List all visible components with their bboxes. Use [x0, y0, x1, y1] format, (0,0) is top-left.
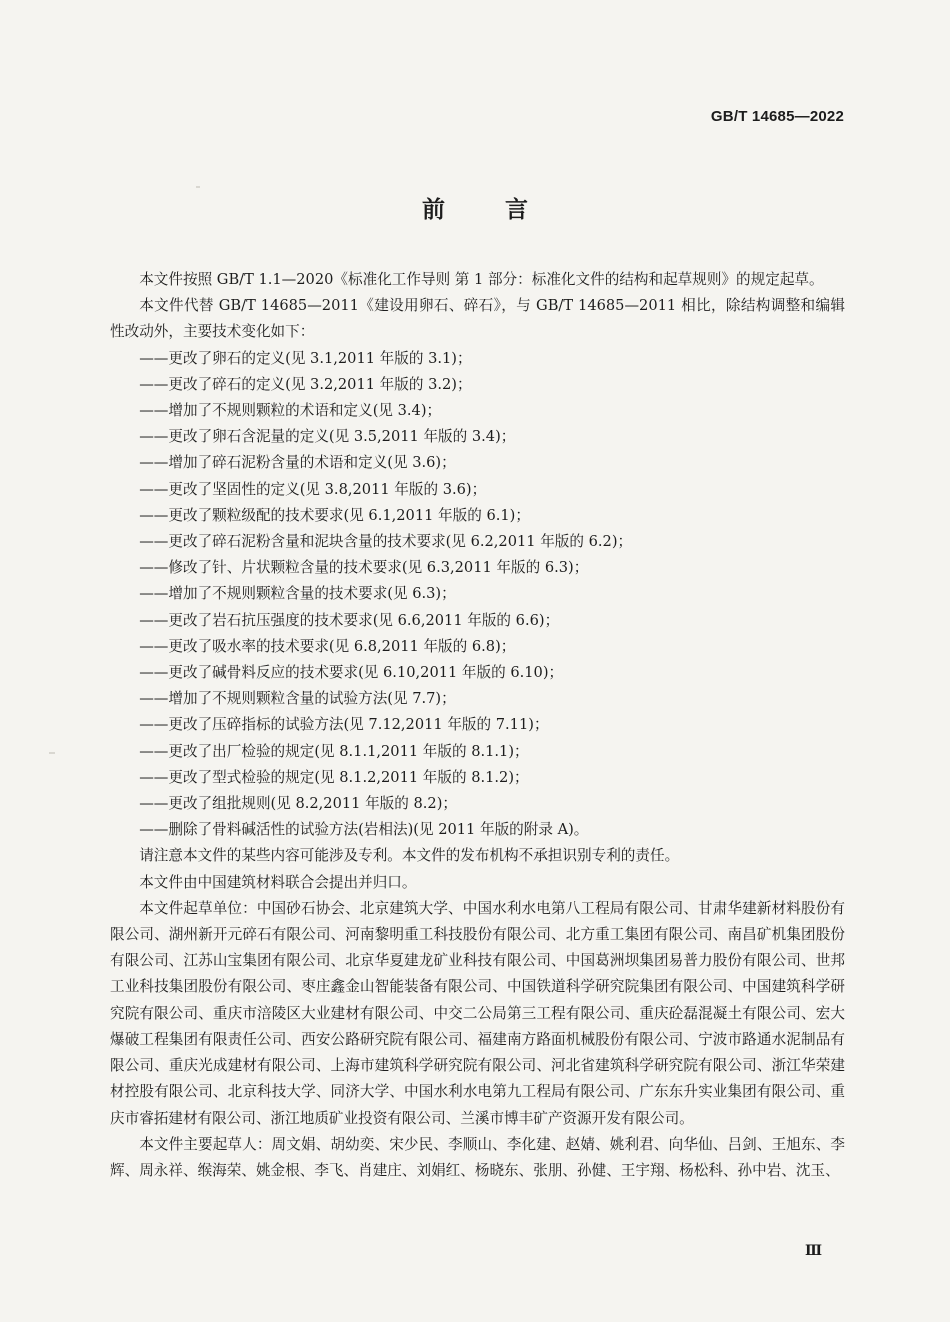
standard-code: GB/T 14685—2022 — [710, 108, 844, 125]
list-item: ——更改了碎石的定义(见 3.2,2011 年版的 3.2)； — [139, 375, 472, 393]
page-number: Ⅲ — [804, 1243, 822, 1259]
paragraph-drafters: 本文件主要起草人：周文娟、胡幼奕、宋少民、李顺山、李化建、赵婧、姚利君、向华仙、吕剑、王旭东、李辉、周永祥、缑海荣、姚金根、李飞、肖建庄、刘娟红、杨晓东、张朋、孙健、王宇翔、杨松科、孙中岩、沈玉、 — [110, 1135, 845, 1179]
paragraph-drafting-rules: 本文件按照 GB/T 1.1—2020《标准化工作导则 第 1 部分：标准化文件的结构和起草规则》的规定起草。 — [139, 271, 824, 288]
list-item: ——更改了岩石抗压强度的技术要求(见 6.6,2011 年版的 6.6)； — [139, 611, 560, 629]
document-body — [110, 267, 845, 1184]
scan-mark — [49, 752, 55, 754]
changes-list — [110, 346, 845, 844]
list-item: ——更改了型式检验的规定(见 8.1.2,2011 年版的 8.1.2)； — [139, 768, 529, 786]
list-item: ——更改了压碎指标的试验方法(见 7.12,2011 年版的 7.11)； — [139, 716, 549, 734]
list-item: ——更改了碱骨料反应的技术要求(见 6.10,2011 年版的 6.10)； — [139, 664, 564, 682]
list-item: ——增加了不规则颗粒的术语和定义(见 3.4)； — [139, 402, 442, 420]
scan-mark — [196, 186, 200, 188]
list-item: ——更改了组批规则(见 8.2,2011 年版的 8.2)； — [139, 795, 458, 813]
list-item: ——增加了不规则颗粒含量的试验方法(见 7.7)； — [139, 690, 456, 708]
list-item: ——更改了碎石泥粉含量和泥块含量的技术要求(见 6.2,2011 年版的 6.2)； — [139, 533, 633, 551]
list-item: ——更改了卵石含泥量的定义(见 3.5,2011 年版的 3.4)； — [139, 428, 516, 446]
paragraph-proposer: 本文件由中国建筑材料联合会提出并归口。 — [139, 873, 417, 891]
list-item: ——更改了坚固性的定义(见 3.8,2011 年版的 3.6)； — [139, 480, 487, 498]
list-item: ——更改了吸水率的技术要求(见 6.8,2011 年版的 6.8)； — [139, 637, 516, 655]
list-item: ——删除了骨料碱活性的试验方法(岩相法)(见 2011 年版的附录 A)。 — [139, 821, 589, 839]
list-item: ——增加了不规则颗粒含量的技术要求(见 6.3)； — [139, 585, 456, 603]
list-item: ——更改了出厂检验的规定(见 8.1.1,2011 年版的 8.1.1)； — [139, 742, 529, 760]
page-title: 前 言 — [421, 197, 554, 223]
list-item: ——更改了卵石的定义(见 3.1,2011 年版的 3.1)； — [139, 349, 472, 367]
list-item: ——更改了颗粒级配的技术要求(见 6.1,2011 年版的 6.1)； — [139, 506, 530, 524]
list-item: ——增加了碎石泥粉含量的术语和定义(见 3.6)； — [139, 454, 456, 472]
paragraph-drafting-units: 本文件起草单位：中国砂石协会、北京建筑大学、中国水利水电第八工程局有限公司、甘肃华建新材料股份有限公司、湖州新开元碎石有限公司、河南黎明重工科技股份有限公司、北方重工集团有限公司、南昌矿机集团股份有限公司、江苏山宝集团有限公司、北京华夏建龙矿业科技有限公司、中国葛洲坝集团易普力股份有限公司、世邦工业科技集团股份有限公司、枣庄鑫金山智能装备有限公司、中国铁道科学研究院集团有限公司、中国建筑科学研究院有限公司、重庆市涪陵区大业建材有限公司、中交二公局第三工程有限公司、重庆砼磊混凝土有限公司、宏大爆破工程集团有限责任公司、西安公路研究院有限公司、福建南方路面机械股份有限公司、宁波市路通水泥制品有限公司、重庆光成建材有限公司、上海市建筑科学研究院有限公司、河北省建筑科学研究院有限公司、浙江华荣建材控股有限公司、北京科技大学、同济大学、中国水利水电第九工程局有限公司、广东东升实业集团有限公司、重庆市睿拓建材有限公司、浙江地质矿业投资有限公司、兰溪市博丰矿产资源开发有限公司。 — [110, 899, 845, 1127]
paragraph-patent-notice: 请注意本文件的某些内容可能涉及专利。本文件的发布机构不承担识别专利的责任。 — [139, 847, 680, 865]
list-item: ——修改了针、片状颗粒含量的技术要求(见 6.3,2011 年版的 6.3)； — [139, 559, 589, 577]
paragraph-replacement: 本文件代替 GB/T 14685—2011《建设用卵石、碎石》，与 GB/T 14685—2011 相比，除结构调整和编辑性改动外，主要技术变化如下： — [110, 297, 845, 341]
